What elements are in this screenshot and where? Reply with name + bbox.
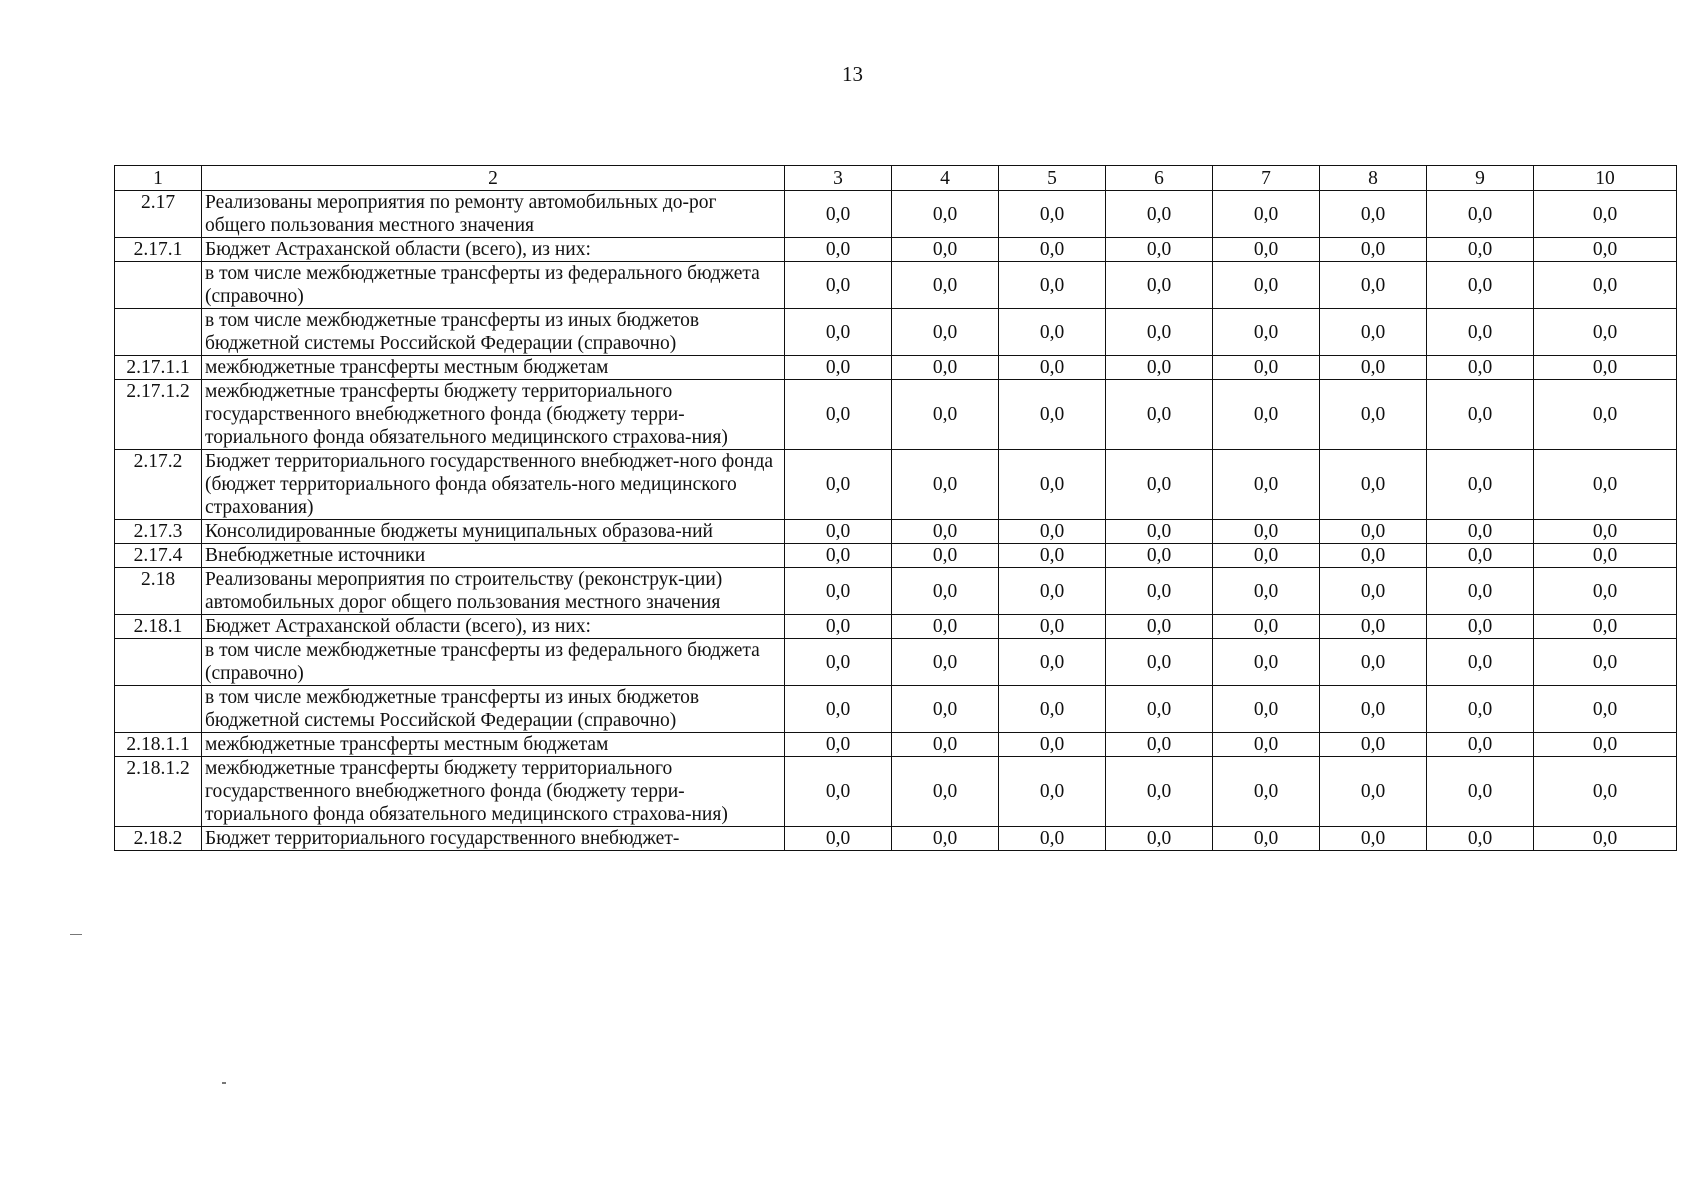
value-cell: 0,0 [1427,568,1534,615]
value-cell: 0,0 [1427,380,1534,450]
value-cell: 0,0 [1213,191,1320,238]
value-cell: 0,0 [1427,309,1534,356]
value-cell: 0,0 [1320,356,1427,380]
value-cell: 0,0 [1106,568,1213,615]
table-body [115,166,1677,851]
value-cell: 0,0 [892,262,999,309]
value-cell: 0,0 [892,356,999,380]
table-row [115,733,1677,757]
value-cell: 0,0 [1320,568,1427,615]
value-cell: 0,0 [1534,686,1677,733]
page-number: 13 [842,62,863,86]
value-cell: 0,0 [999,262,1106,309]
table-row [115,238,1677,262]
value-cell: 0,0 [1534,568,1677,615]
value-cell: 0,0 [1427,356,1534,380]
row-description-cell: Бюджет Астраханской области (всего), из них: [202,238,785,262]
value-cell: 0,0 [1427,827,1534,851]
table-row [115,568,1677,615]
value-cell: 0,0 [1320,733,1427,757]
row-description-cell: межбюджетные трансферты бюджету территориального государственного внебюджетного фонда (бюджету терри-ториального фонда обязательного медицинского страхова-ния) [202,757,785,827]
table-row [115,262,1677,309]
value-cell: 0,0 [1106,544,1213,568]
value-cell: 0,0 [785,757,892,827]
table-row [115,639,1677,686]
value-cell: 0,0 [1106,356,1213,380]
value-cell: 0,0 [999,568,1106,615]
value-cell: 0,0 [999,238,1106,262]
value-cell: 0,0 [892,191,999,238]
header-cell: 6 [1106,166,1213,191]
value-cell: 0,0 [1320,686,1427,733]
value-cell: 0,0 [1427,520,1534,544]
value-cell: 0,0 [785,544,892,568]
value-cell: 0,0 [1320,191,1427,238]
row-description-cell: Реализованы мероприятия по ремонту автомобильных до-рог общего пользования местного значения [202,191,785,238]
row-description-cell: Консолидированные бюджеты муниципальных образова-ний [202,520,785,544]
row-number-cell [115,262,202,309]
value-cell: 0,0 [892,615,999,639]
value-cell: 0,0 [892,450,999,520]
value-cell: 0,0 [1427,733,1534,757]
value-cell: 0,0 [892,827,999,851]
value-cell: 0,0 [1320,450,1427,520]
value-cell: 0,0 [1106,639,1213,686]
value-cell: 0,0 [1106,238,1213,262]
value-cell: 0,0 [892,380,999,450]
value-cell: 0,0 [1320,544,1427,568]
value-cell: 0,0 [892,568,999,615]
value-cell: 0,0 [1213,356,1320,380]
value-cell: 0,0 [892,757,999,827]
row-description-cell: Бюджет Астраханской области (всего), из них: [202,615,785,639]
value-cell: 0,0 [1320,639,1427,686]
row-number-cell [115,639,202,686]
value-cell: 0,0 [785,568,892,615]
table-row [115,757,1677,827]
value-cell: 0,0 [785,356,892,380]
row-description-cell: Бюджет территориального государственного внебюджет- [202,827,785,851]
row-description-cell: межбюджетные трансферты местным бюджетам [202,733,785,757]
value-cell: 0,0 [785,733,892,757]
value-cell: 0,0 [1534,827,1677,851]
table-row [115,380,1677,450]
value-cell: 0,0 [999,380,1106,450]
value-cell: 0,0 [785,686,892,733]
value-cell: 0,0 [1534,450,1677,520]
row-number-cell: 2.17 [115,191,202,238]
header-cell: 7 [1213,166,1320,191]
value-cell: 0,0 [999,450,1106,520]
value-cell: 0,0 [1213,238,1320,262]
row-number-cell [115,309,202,356]
row-description-cell: межбюджетные трансферты бюджету территориального государственного внебюджетного фонда (бюджету терри-ториального фонда обязательного медицинского страхова-ния) [202,380,785,450]
value-cell: 0,0 [1534,380,1677,450]
header-cell: 3 [785,166,892,191]
value-cell: 0,0 [1534,733,1677,757]
value-cell: 0,0 [1534,544,1677,568]
value-cell: 0,0 [1213,733,1320,757]
row-number-cell: 2.18.1.1 [115,733,202,757]
value-cell: 0,0 [1320,309,1427,356]
value-cell: 0,0 [785,450,892,520]
value-cell: 0,0 [1106,615,1213,639]
value-cell: 0,0 [785,191,892,238]
scan-mark [222,1082,226,1084]
value-cell: 0,0 [1320,827,1427,851]
value-cell: 0,0 [1534,309,1677,356]
table-row [115,827,1677,851]
value-cell: 0,0 [1427,238,1534,262]
value-cell: 0,0 [1427,191,1534,238]
table-row [115,450,1677,520]
value-cell: 0,0 [1534,757,1677,827]
value-cell: 0,0 [785,639,892,686]
value-cell: 0,0 [1106,686,1213,733]
value-cell: 0,0 [785,309,892,356]
value-cell: 0,0 [1213,309,1320,356]
data-table [114,165,1677,851]
value-cell: 0,0 [785,238,892,262]
value-cell: 0,0 [1106,450,1213,520]
row-description-cell: Бюджет территориального государственного внебюджет-ного фонда (бюджет территориального фонда обязатель-ного медицинского страхования) [202,450,785,520]
value-cell: 0,0 [1106,380,1213,450]
row-number-cell: 2.17.1.2 [115,380,202,450]
header-cell: 10 [1534,166,1677,191]
value-cell: 0,0 [999,356,1106,380]
row-description-cell: в том числе межбюджетные трансферты из федерального бюджета (справочно) [202,262,785,309]
value-cell: 0,0 [1320,238,1427,262]
value-cell: 0,0 [1213,450,1320,520]
value-cell: 0,0 [1106,309,1213,356]
value-cell: 0,0 [1320,380,1427,450]
value-cell: 0,0 [785,520,892,544]
table-row [115,356,1677,380]
value-cell: 0,0 [1213,380,1320,450]
value-cell: 0,0 [1213,827,1320,851]
value-cell: 0,0 [1427,262,1534,309]
value-cell: 0,0 [1427,757,1534,827]
value-cell: 0,0 [892,520,999,544]
header-cell: 2 [202,166,785,191]
header-cell: 1 [115,166,202,191]
row-number-cell: 2.17.3 [115,520,202,544]
value-cell: 0,0 [1427,639,1534,686]
value-cell: 0,0 [999,686,1106,733]
table-row [115,615,1677,639]
row-description-cell: в том числе межбюджетные трансферты из иных бюджетов бюджетной системы Российской Федерации (справочно) [202,686,785,733]
value-cell: 0,0 [1213,544,1320,568]
value-cell: 0,0 [999,639,1106,686]
value-cell: 0,0 [999,544,1106,568]
table-row [115,309,1677,356]
value-cell: 0,0 [1213,615,1320,639]
row-number-cell [115,686,202,733]
scan-mark [70,934,82,935]
value-cell: 0,0 [1534,262,1677,309]
row-number-cell: 2.17.1 [115,238,202,262]
value-cell: 0,0 [999,827,1106,851]
value-cell: 0,0 [999,191,1106,238]
value-cell: 0,0 [892,733,999,757]
header-cell: 8 [1320,166,1427,191]
row-description-cell: Внебюджетные источники [202,544,785,568]
value-cell: 0,0 [1320,262,1427,309]
value-cell: 0,0 [892,686,999,733]
value-cell: 0,0 [785,615,892,639]
value-cell: 0,0 [1106,520,1213,544]
row-description-cell: в том числе межбюджетные трансферты из иных бюджетов бюджетной системы Российской Федерации (справочно) [202,309,785,356]
value-cell: 0,0 [1106,827,1213,851]
value-cell: 0,0 [1213,757,1320,827]
row-number-cell: 2.17.4 [115,544,202,568]
value-cell: 0,0 [1534,520,1677,544]
value-cell: 0,0 [785,262,892,309]
value-cell: 0,0 [1320,520,1427,544]
row-description-cell: межбюджетные трансферты местным бюджетам [202,356,785,380]
table-row [115,191,1677,238]
value-cell: 0,0 [1106,262,1213,309]
value-cell: 0,0 [1534,615,1677,639]
row-number-cell: 2.18.1.2 [115,757,202,827]
row-number-cell: 2.18.2 [115,827,202,851]
header-cell: 9 [1427,166,1534,191]
row-number-cell: 2.17.1.1 [115,356,202,380]
value-cell: 0,0 [1534,191,1677,238]
value-cell: 0,0 [1534,356,1677,380]
header-cell: 4 [892,166,999,191]
table-row [115,544,1677,568]
value-cell: 0,0 [1213,520,1320,544]
value-cell: 0,0 [1427,450,1534,520]
value-cell: 0,0 [1213,262,1320,309]
header-cell: 5 [999,166,1106,191]
value-cell: 0,0 [1320,757,1427,827]
value-cell: 0,0 [1213,686,1320,733]
value-cell: 0,0 [1427,544,1534,568]
value-cell: 0,0 [1106,733,1213,757]
value-cell: 0,0 [892,309,999,356]
value-cell: 0,0 [785,380,892,450]
value-cell: 0,0 [892,238,999,262]
value-cell: 0,0 [1534,639,1677,686]
row-description-cell: в том числе межбюджетные трансферты из федерального бюджета (справочно) [202,639,785,686]
value-cell: 0,0 [999,757,1106,827]
value-cell: 0,0 [785,827,892,851]
value-cell: 0,0 [1106,191,1213,238]
value-cell: 0,0 [999,309,1106,356]
row-number-cell: 2.17.2 [115,450,202,520]
value-cell: 0,0 [892,639,999,686]
value-cell: 0,0 [999,520,1106,544]
table-container [114,165,1677,851]
row-number-cell: 2.18.1 [115,615,202,639]
table-header-row [115,166,1677,191]
row-number-cell: 2.18 [115,568,202,615]
value-cell: 0,0 [1427,686,1534,733]
value-cell: 0,0 [1106,757,1213,827]
value-cell: 0,0 [1320,615,1427,639]
table-row [115,686,1677,733]
table-row [115,520,1677,544]
value-cell: 0,0 [999,615,1106,639]
row-description-cell: Реализованы мероприятия по строительству (реконструк-ции) автомобильных дорог общего пользования местного значения [202,568,785,615]
value-cell: 0,0 [999,733,1106,757]
value-cell: 0,0 [1427,615,1534,639]
value-cell: 0,0 [1534,238,1677,262]
value-cell: 0,0 [1213,568,1320,615]
value-cell: 0,0 [1213,639,1320,686]
value-cell: 0,0 [892,544,999,568]
